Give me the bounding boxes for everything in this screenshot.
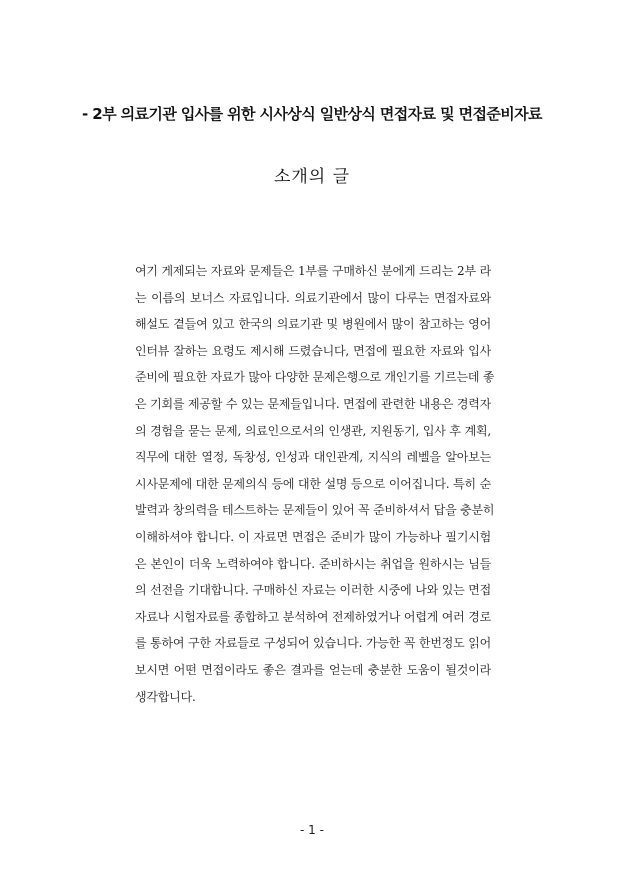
paragraph-line: 인터뷰 잘하는 요령도 제시해 드렸습니다, 면접에 필요한 자료와 입사 [135,343,491,358]
paragraph-line: 은 기회를 제공할 수 있는 문제들입니다. 면접에 관련한 내용은 경력자 [135,396,491,411]
paragraph-line: 를 통하여 구한 자료들로 구성되어 있습니다. 가능한 꼭 한번정도 읽어 [135,636,491,651]
paragraph-line: 이해하셔야 합니다. 이 자료면 면접은 준비가 많이 가능하나 필기시험 [135,529,491,544]
paragraph-line: 직무에 대한 열정, 독창성, 인성과 대인관계, 지식의 레벨을 알아보는 [135,450,491,465]
paragraph-line: 자료나 시험자료를 종합하고 분석하여 전제하였거나 어렵게 여러 경로 [135,609,491,624]
paragraph-line: 생각합니다. [135,689,196,704]
paragraph-line: 여기 게제되는 자료와 문제들은 1부를 구매하신 분에게 드리는 2부 라 [135,264,491,278]
paragraph-line: 의 경험을 묻는 문제, 의료인으로서의 인생관, 지원동기, 입사 후 계획, [135,423,491,438]
paragraph-line: 은 본인이 더욱 노력하여야 합니다. 준비하시는 취업을 원하시는 님들 [135,556,491,571]
document-title: - 2부 의료기관 입사를 위한 시사상식 일반상식 면접자료 및 면접준비자료 [82,105,542,123]
paragraph-line: 발력과 창의력을 테스트하는 문제들이 있어 꼭 준비하셔서 답을 충분히 [135,503,495,518]
paragraph-line: 준비에 필요한 자료가 많아 다양한 문제은행으로 개인기를 기르는데 좋 [135,370,495,385]
paragraph-line: 시사문제에 대한 문제의식 등에 대한 설명 등으로 이어집니다. 특히 순 [135,476,491,491]
paragraph-line: 해설도 곁들여 있고 한국의 의료기관 및 병원에서 많이 참고하는 영어 [135,317,491,332]
body-paragraph [135,258,495,710]
page-number: - 1 - [300,823,324,837]
section-heading: 소개의 글 [273,167,351,187]
paragraph-line: 보시면 어떤 면접이라도 좋은 결과를 얻는데 충분한 도움이 될것이라 [135,662,491,677]
paragraph-line: 의 선전을 기대합니다. 구매하신 자료는 이러한 시중에 나와 있는 면접 [135,583,491,598]
paragraph-line: 는 이름의 보너스 자료입니다. 의료기관에서 많이 다루는 면접자료와 [135,290,491,305]
